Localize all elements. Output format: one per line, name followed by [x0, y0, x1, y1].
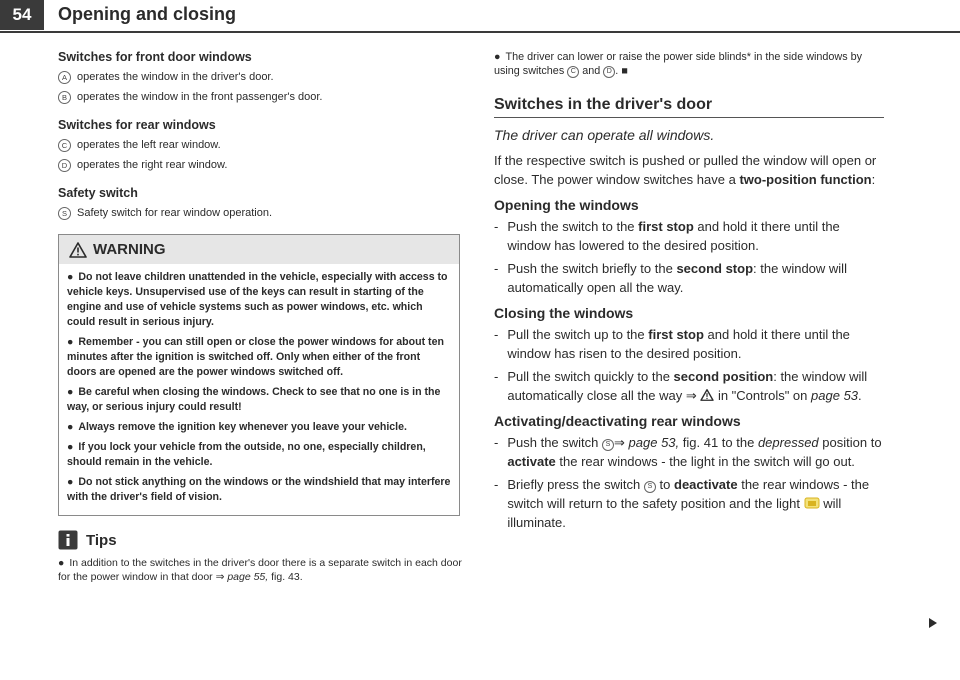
page-reference[interactable]: page 53 — [811, 388, 859, 403]
label-a: A — [58, 71, 71, 84]
rear-activate-heading: Activating/deactivating rear windows — [494, 413, 741, 429]
tips-title: Tips — [86, 531, 117, 549]
warning-box — [58, 234, 460, 516]
page-reference[interactable]: page 53, — [628, 435, 680, 450]
label-c: C — [567, 66, 579, 78]
left-column — [58, 50, 462, 584]
label-d: D — [603, 66, 615, 78]
page-title: Opening and closing — [58, 4, 237, 24]
label-b: B — [58, 91, 71, 104]
tips-header — [58, 530, 462, 550]
body-paragraph: If the respective switch is pushed or pulled the window will open or close. The power window switches have a two-position function: — [494, 153, 877, 187]
item-text: operates the right rear window. — [77, 159, 228, 171]
header-rule — [0, 31, 960, 33]
intro-paragraph: ● The driver can lower or raise the power side blinds* in the side windows by using switches C and D . ■ — [494, 51, 863, 77]
list-item: - Push the switch S ⇒ page 53, fig. 41 to the depressed position to activate the rear windows - the light in the switch will go out. — [494, 435, 882, 469]
list-item: - Push the switch to the first stop and hold it there until the window has lowered to the desired position. — [494, 219, 840, 253]
child-lock-light-icon — [804, 497, 820, 509]
page-number: 54 — [0, 0, 44, 30]
section-subtitle: The driver can operate all windows. — [494, 127, 715, 143]
list-item: - Push the switch briefly to the second stop: the window will automatically open all the way. — [494, 261, 847, 295]
section-rule — [494, 117, 884, 118]
label-s: S — [602, 439, 614, 451]
item-text: operates the left rear window. — [77, 139, 221, 151]
front-windows-heading: Switches for front door windows — [58, 50, 252, 64]
warning-icon — [69, 242, 87, 258]
label-d: D — [58, 159, 71, 172]
rear-windows-heading: Switches for rear windows — [58, 118, 216, 132]
right-column — [494, 50, 884, 532]
end-mark-icon: ■ — [621, 65, 628, 77]
list-item: - Pull the switch up to the first stop and hold it there until the window has risen to the desired position. — [494, 327, 850, 361]
warning-paragraph: ● Remember - you can still open or close the power windows for about ten minutes after the ignition is switched off. Only when either of the front doors are opened are the power windows switched off. — [67, 336, 444, 378]
warning-title: WARNING — [93, 241, 166, 258]
continue-arrow-icon — [928, 617, 938, 629]
item-text: Safety switch for rear window operation. — [77, 207, 273, 219]
warning-paragraph: ● Do not stick anything on the windows or the windshield that may interfere with the driver's field of vision. — [67, 476, 451, 503]
section-title: Switches in the driver's door — [494, 96, 713, 113]
item-text: operates the window in the front passenger's door. — [77, 91, 323, 103]
item-text: operates the window in the driver's door. — [77, 71, 274, 83]
label-s: S — [58, 207, 71, 220]
warning-paragraph: ● If you lock your vehicle from the outside, no one, especially children, should remain in the vehicle. — [67, 441, 426, 468]
list-item — [58, 138, 462, 152]
warning-icon — [700, 389, 714, 401]
closing-heading: Closing the windows — [494, 305, 634, 321]
info-icon — [58, 530, 78, 550]
warning-paragraph: ● Always remove the ignition key whenever you leave your vehicle. — [67, 421, 407, 433]
warning-paragraph: ● Be careful when closing the windows. Check to see that no one is in the way, or serious injury could result! — [67, 386, 441, 413]
list-item — [58, 70, 462, 84]
list-item — [58, 90, 462, 104]
list-item — [58, 206, 462, 220]
list-item — [58, 158, 462, 172]
list-item: - Briefly press the switch S to deactivate the rear windows - the switch will return to the safety position and the light will illuminate. — [494, 477, 870, 530]
label-s: S — [644, 481, 656, 493]
label-c: C — [58, 139, 71, 152]
list-item: - Pull the switch quickly to the second position: the window will automatically close all the way ⇒ in "Controls" on page 53. — [494, 369, 868, 403]
tips-text: ● In addition to the switches in the driver's door there is a separate switch in each door for the power window in that door ⇒ page 55, fig. 43. — [58, 557, 462, 583]
opening-heading: Opening the windows — [494, 197, 639, 213]
page-reference[interactable]: page 55, — [227, 571, 269, 583]
warning-header — [59, 235, 459, 264]
warning-paragraph: ● Do not leave children unattended in the vehicle, especially with access to vehicle keys. Unsupervised use of the keys can result in starting of the engine and use of vehicle systems such as power windows, etc. which could result in serious injury. — [67, 271, 448, 328]
safety-switch-heading: Safety switch — [58, 186, 138, 200]
